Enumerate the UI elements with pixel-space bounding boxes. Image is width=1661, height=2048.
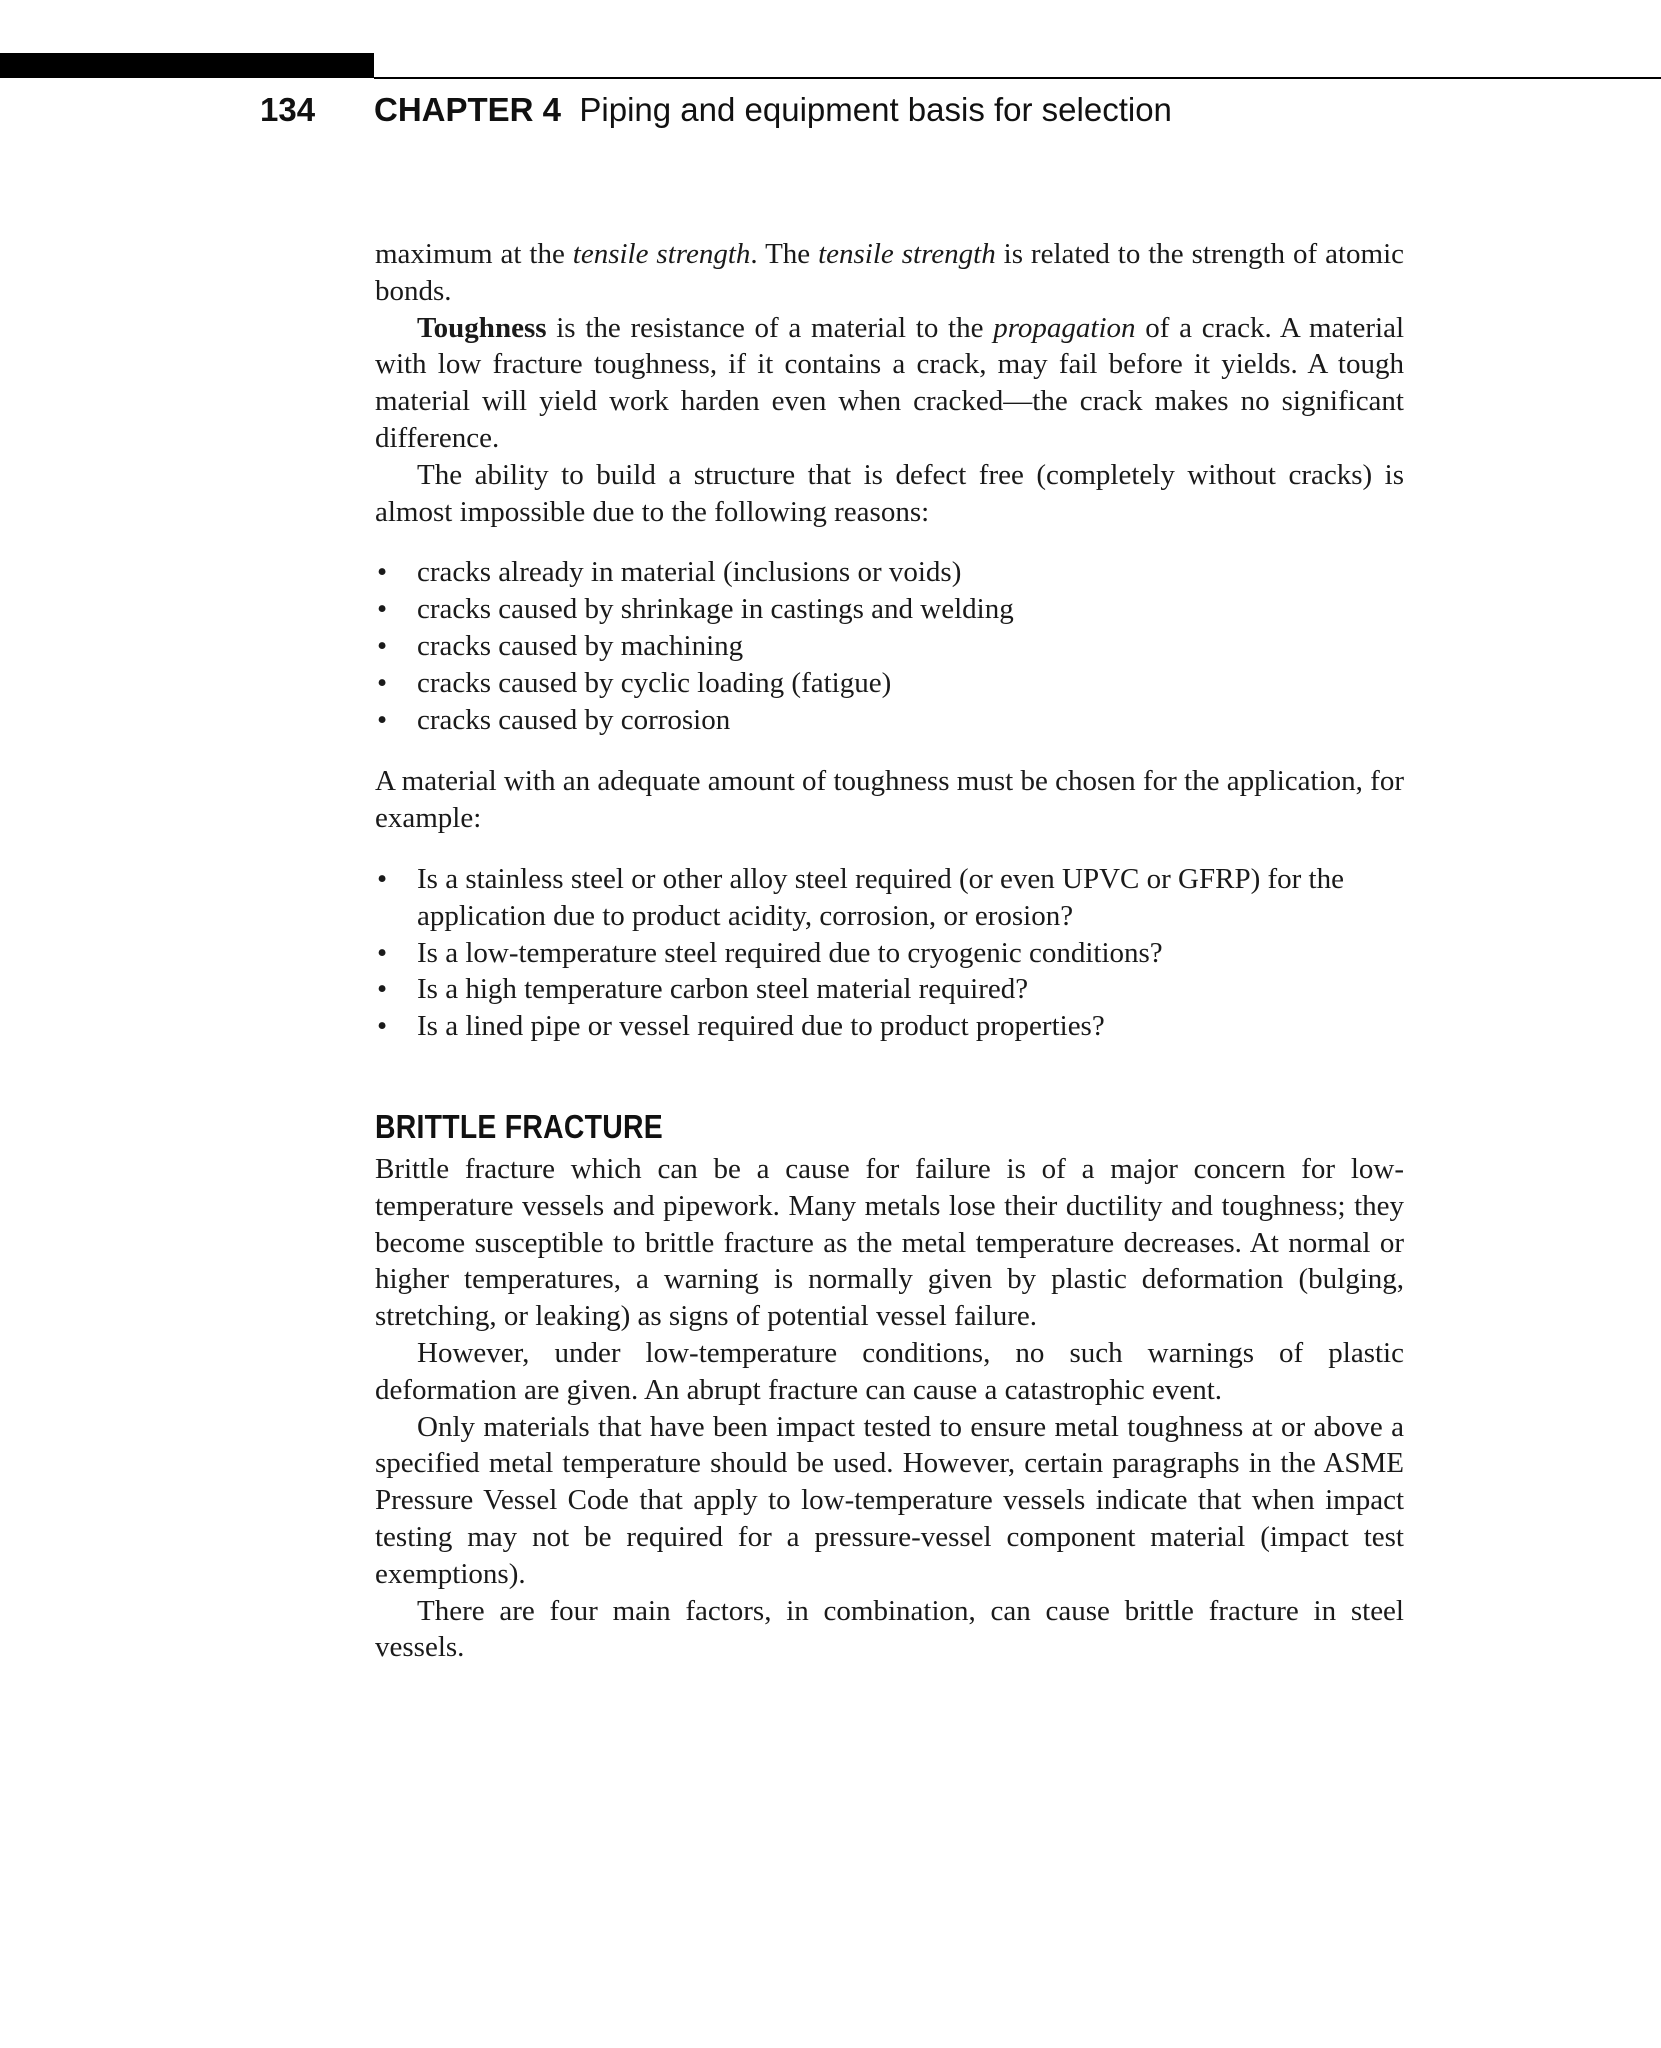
list-item bbox=[375, 702, 1404, 739]
bullet: • bbox=[377, 862, 388, 895]
spacer bbox=[375, 530, 1404, 554]
brittle-paragraph-2: However, under low-temperature conditions, no such warnings of plastic deformation are given. An abrupt fracture can cause a catastrophic event. bbox=[375, 1336, 1404, 1406]
list-item-text: cracks caused by cyclic loading (fatigue) bbox=[417, 666, 892, 699]
section-heading-brittle-fracture: BRITTLE FRACTURE bbox=[375, 1107, 663, 1145]
list-item-text: Is a low-temperature steel required due to cryogenic conditions? bbox=[417, 936, 1163, 969]
intro-paragraph-1 bbox=[375, 236, 1404, 310]
bullet: • bbox=[377, 1010, 388, 1043]
bullet: • bbox=[377, 556, 388, 589]
list-item bbox=[375, 591, 1404, 628]
emphasis-tensile-strength: tensile strength bbox=[572, 238, 751, 270]
brittle-paragraph-1: Brittle fracture which can be a cause for failure is of a major concern for low-temperature vessels and pipework. Many metals lose their ductility and toughness; they become susceptible to brittle fracture as the metal temperature decreases. At normal or higher temperatures, a warning is normally given by plastic deformation (bulging, stretching, or leaking) as signs of potential vessel failure. bbox=[375, 1152, 1404, 1333]
text-run: is the resistance of a material to the bbox=[546, 311, 994, 344]
text-run: of a crack. A material with low fracture toughness, if it contains a crack, may fail before it yields. A tough material will yield work harden even when cracked—the crack makes no significant difference. bbox=[375, 311, 1404, 454]
list-item-text: cracks caused by shrinkage in castings and welding bbox=[417, 593, 1014, 626]
list-item bbox=[375, 554, 1404, 591]
chapter-title bbox=[374, 88, 1172, 132]
brittle-paragraph-4: There are four main factors, in combination, can cause brittle fracture in steel vessels. bbox=[375, 1594, 1404, 1664]
bullet: • bbox=[377, 593, 388, 626]
spacer bbox=[375, 1045, 1404, 1105]
list-item-text: Is a high temperature carbon steel material required? bbox=[417, 973, 1029, 1006]
bullet: • bbox=[377, 936, 388, 969]
bullet: • bbox=[377, 666, 388, 699]
list-item bbox=[375, 1008, 1404, 1045]
header-rule bbox=[374, 77, 1661, 79]
spacer bbox=[375, 738, 1404, 763]
chapter-title-text: Piping and equipment basis for selection bbox=[579, 91, 1172, 128]
brittle-paragraph-3: Only materials that have been impact tested to ensure metal toughness at or above a specified metal temperature should be used. However, certain paragraphs in the ASME Pressure Vessel Code that apply to low-temperature vessels indicate that when impact testing may not be required for a pressure-vessel component material (impact test exemptions). bbox=[375, 1410, 1404, 1590]
emphasis-propagation: propagation bbox=[993, 311, 1136, 344]
body-text bbox=[375, 236, 1404, 1666]
running-head bbox=[0, 88, 1661, 138]
list-item bbox=[375, 861, 1404, 935]
list-item bbox=[375, 935, 1404, 972]
text-run: is related to the strength of atomic bonds. bbox=[375, 238, 1404, 307]
header-black-bar bbox=[0, 53, 374, 78]
bullet: • bbox=[377, 629, 388, 662]
spacer bbox=[375, 837, 1404, 861]
list-item-text: cracks caused by machining bbox=[417, 629, 744, 662]
text-run: . The bbox=[750, 238, 819, 270]
defect-free-paragraph: The ability to build a structure that is defect free (completely without cracks) is almost impossible due to the following reasons: bbox=[375, 458, 1404, 528]
term-toughness: Toughness bbox=[417, 311, 547, 344]
list-item bbox=[375, 628, 1404, 665]
list-item-text: Is a lined pipe or vessel required due to product properties? bbox=[417, 1010, 1105, 1043]
bullet: • bbox=[377, 703, 388, 736]
list-item-text: cracks already in material (inclusions or voids) bbox=[417, 556, 962, 589]
adequate-toughness-paragraph: A material with an adequate amount of toughness must be chosen for the application, for example: bbox=[375, 765, 1404, 835]
list-item bbox=[375, 665, 1404, 702]
list-item-text: Is a stainless steel or other alloy steel required (or even UPVC or GFRP) for the application due to product acidity, corrosion, or erosion? bbox=[417, 862, 1344, 932]
list-item bbox=[375, 971, 1404, 1008]
text-run: maximum at the bbox=[375, 238, 573, 270]
bullet: • bbox=[377, 973, 388, 1006]
emphasis-tensile-strength: tensile strength bbox=[818, 238, 996, 270]
crack-causes-list bbox=[375, 554, 1404, 738]
page-number: 134 bbox=[260, 91, 316, 128]
toughness-paragraph bbox=[375, 310, 1404, 457]
chapter-label: CHAPTER 4 bbox=[374, 91, 562, 128]
list-item-text: cracks caused by corrosion bbox=[417, 703, 731, 736]
material-questions-list bbox=[375, 861, 1404, 1045]
